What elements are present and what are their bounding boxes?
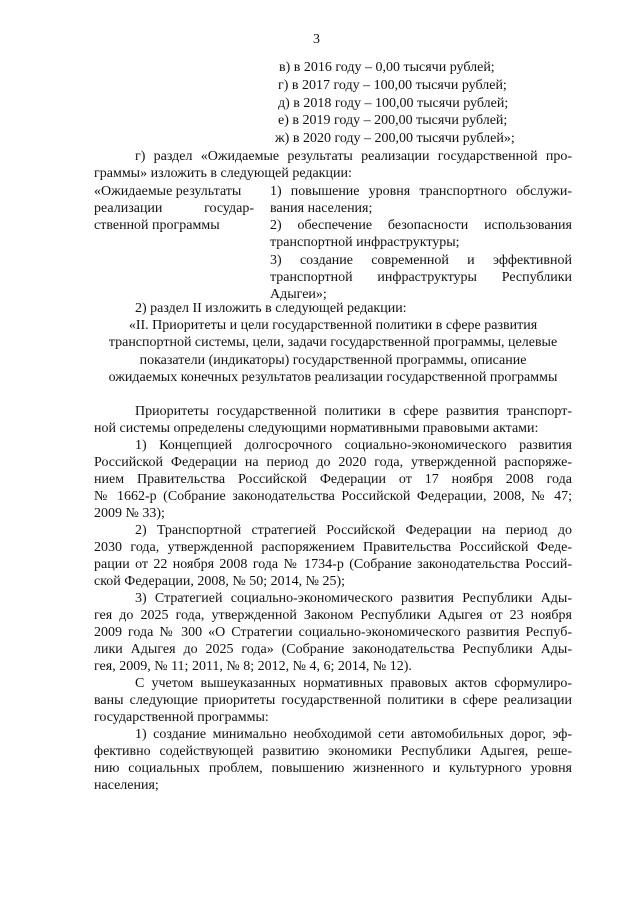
funding-line: в) в 2016 году – 0,00 тысячи рублей; bbox=[279, 60, 495, 75]
body-line: гея, 2009, № 11; 2011, № 8; 2012, № 4, 6; 2014, № 12). bbox=[94, 659, 412, 674]
paragraph-line: граммы» изложить в следующей редакции: bbox=[94, 166, 352, 181]
body-line: 2030 года, утвержденной распоряжением Правительства Российской Феде- bbox=[94, 540, 572, 555]
body-line: нию социальных проблем, повышению жизненного и культурного уровня bbox=[94, 761, 572, 776]
body-line: ной системы определены следующими нормативными правовыми актами: bbox=[94, 421, 539, 436]
body-line: ваны следующие приоритеты государственной политики в сфере реализации bbox=[94, 693, 572, 708]
body-line: лики Адыгея до 2025 года» (Собрание законодательства Республики Ады- bbox=[94, 642, 572, 657]
body-line: населения; bbox=[94, 778, 159, 793]
funding-line: д) в 2018 году – 100,00 тысячи рублей; bbox=[278, 96, 509, 111]
body-line: государственной программы: bbox=[94, 710, 269, 725]
body-line: фективно содействующей развитию экономики Республики Адыгея, реше- bbox=[94, 744, 572, 759]
heading-line: транспортной системы, цели, задачи государственной программы, целевые bbox=[108, 335, 558, 350]
body-line: 3) Стратегией социально-экономического развития Республики Ады- bbox=[135, 591, 572, 606]
heading-line: показатели (индикаторы) государственной программы, описание bbox=[139, 353, 527, 368]
table-right-cell: транспортной инфраструктуры Республики bbox=[270, 270, 572, 285]
body-line: рации от 22 ноября 2008 года № 1734-р (Собрание законодательства Россий- bbox=[94, 557, 572, 572]
body-line: 1) Концепцией долгосрочного социально-экономического развития bbox=[135, 438, 572, 453]
heading-line: ожидаемых конечных результатов реализации государственной программы bbox=[108, 370, 558, 385]
page-number: 3 bbox=[313, 32, 320, 47]
table-right-cell: 1) повышение уровня транспортного обслужи- bbox=[270, 184, 572, 199]
body-line: нием Правительства Российской Федерации от 17 ноября 2008 года bbox=[94, 472, 572, 487]
table-right-cell: 3) создание современной и эффективной bbox=[270, 253, 572, 268]
body-line: гея до 2025 года, утвержденной Законом Республики Адыгея от 23 ноября bbox=[94, 608, 572, 623]
table-right-cell: вания населения; bbox=[270, 201, 373, 216]
body-line: Приоритеты государственной политики в сфере развития транспорт- bbox=[135, 404, 572, 419]
table-left-cell: реализации государ- bbox=[94, 201, 254, 216]
table-right-cell: Адыгеи»; bbox=[270, 287, 327, 302]
body-line: С учетом вышеуказанных нормативных правовых актов сформулиро- bbox=[135, 676, 572, 691]
body-line: Российской Федерации на период до 2020 года, утвержденной распоряже- bbox=[94, 455, 572, 470]
body-line: 1) создание минимально необходимой сети автомобильных дорог, эф- bbox=[135, 727, 572, 742]
table-left-cell: «Ожидаемые результаты bbox=[94, 184, 242, 199]
body-line: № 1662-р (Собрание законодательства Российской Федерации, 2008, № 47; bbox=[94, 489, 572, 504]
heading-line: «II. Приоритеты и цели государственной политики в сфере развития bbox=[128, 318, 538, 333]
paragraph-line: г) раздел «Ожидаемые результаты реализации государственной про- bbox=[135, 149, 572, 164]
funding-line: е) в 2019 году – 200,00 тысячи рублей; bbox=[278, 113, 508, 128]
table-right-cell: 2) обеспечение безопасности использования bbox=[270, 218, 572, 233]
paragraph-line: 2) раздел II изложить в следующей редакции: bbox=[135, 301, 407, 316]
body-line: 2009 № 33); bbox=[94, 506, 165, 521]
body-line: 2009 года № 300 «О Стратегии социально-экономического развития Респуб- bbox=[94, 625, 572, 640]
body-line: ской Федерации, 2008, № 50; 2014, № 25); bbox=[94, 574, 346, 589]
table-right-cell: транспортной инфраструктуры; bbox=[270, 235, 460, 250]
table-left-cell: ственной программы bbox=[94, 218, 220, 233]
funding-line: г) в 2017 году – 100,00 тысячи рублей; bbox=[278, 78, 507, 93]
body-line: 2) Транспортной стратегией Российской Федерации на период до bbox=[135, 523, 572, 538]
funding-line: ж) в 2020 году – 200,00 тысячи рублей»; bbox=[275, 131, 515, 146]
